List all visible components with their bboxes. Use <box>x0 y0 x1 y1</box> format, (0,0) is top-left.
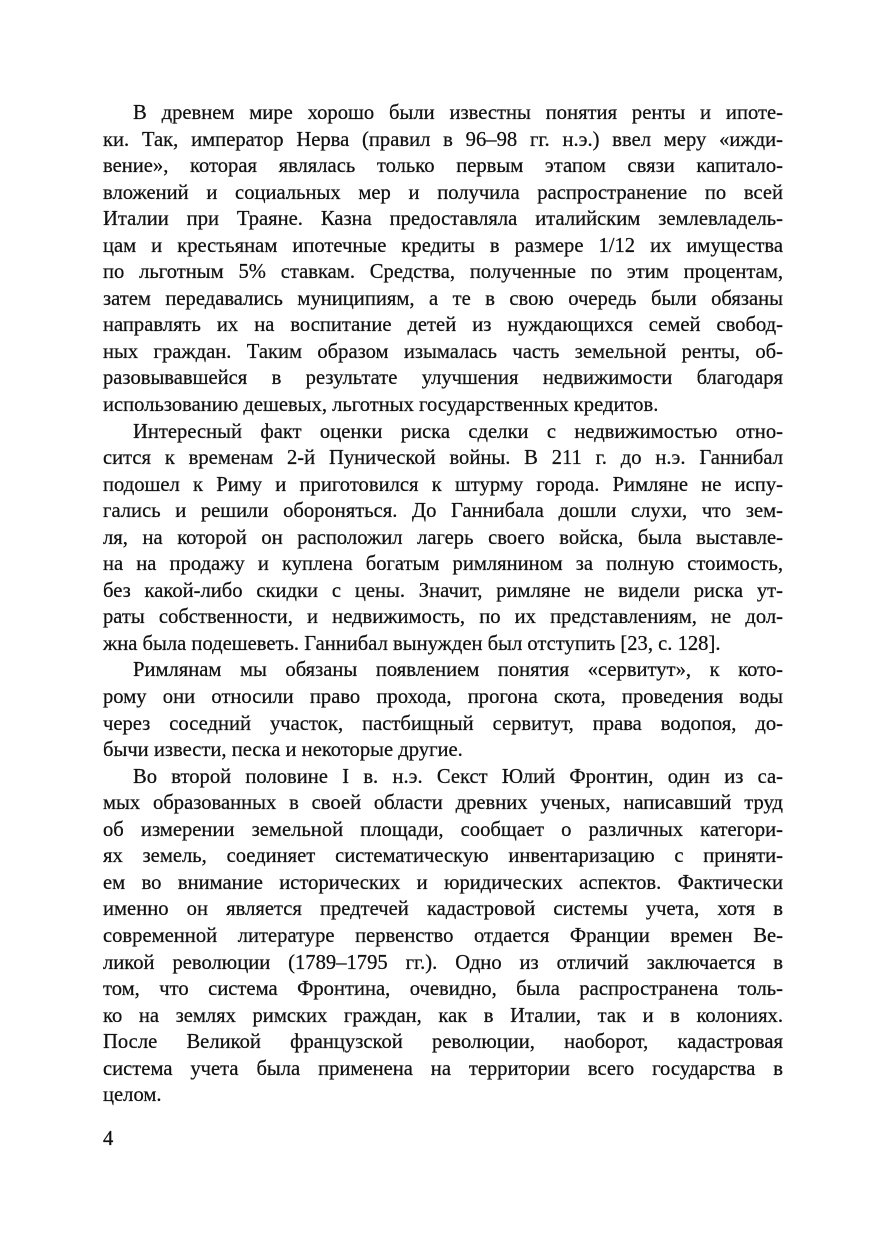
text-line: по льготным 5% ставкам. Средства, полученные по этим процентам, <box>103 261 783 284</box>
text-line: на на продажу и куплена богатым римлянином за полную стоимость, <box>103 553 783 576</box>
text-line: ем во внимание исторических и юридических аспектов. Фактически <box>103 871 783 894</box>
text-line: ки. Так, император Нерва (правил в 96–98 гг. н.э.) ввел меру «ижди- <box>103 128 783 151</box>
text-line: раты собственности, и недвижимость, по их представлениям, не дол- <box>103 606 783 629</box>
text-line: ликой революции (1789–1795 гг.). Одно из отличий заключается в <box>103 951 783 974</box>
text-line: Италии при Траяне. Казна предоставляла италийским землевладель- <box>103 208 783 231</box>
text-line: цам и крестьянам ипотечные кредиты в размере 1/12 их имущества <box>103 234 783 257</box>
text-line: мых образованных в своей области древних ученых, написавший труд <box>103 792 783 815</box>
text-line: через соседний участок, пастбищный сервитут, права водопоя, до- <box>103 712 783 735</box>
text-line: подошел к Риму и приготовился к штурму города. Римляне не испу- <box>103 473 783 496</box>
text-line: Интересный факт оценки риска сделки с недвижимостью отно- <box>133 420 783 443</box>
text-line: бычи извести, песка и некоторые другие. <box>103 739 463 762</box>
text-line: направлять их на воспитание детей из нуждающихся семей свобод- <box>103 314 783 337</box>
text-line: жна была подешеветь. Ганнибал вынужден был отступить [23, с. 128]. <box>103 632 721 655</box>
text-line: вение», которая являлась только первым этапом связи капитало- <box>103 155 783 178</box>
text-line: ко на землях римских граждан, как в Италии, так и в колониях. <box>103 1004 783 1027</box>
text-line: об измерении земельной площади, сообщает о различных категори- <box>103 818 783 841</box>
text-line: разовывавшейся в результате улучшения недвижимости благодаря <box>103 367 783 390</box>
paragraph <box>103 657 783 763</box>
text-line: ля, на которой он расположил лагерь своего войска, была выставле- <box>103 526 783 549</box>
text-line: сится к временам 2-й Пунической войны. В 211 г. до н.э. Ганнибал <box>103 447 783 470</box>
text-line: современной литературе первенство отдается Франции времен Ве- <box>103 924 783 947</box>
text-line: без какой-либо скидки с цены. Значит, римляне не видели риска ут- <box>103 579 783 602</box>
text-line: целом. <box>103 1084 162 1107</box>
text-line: вложений и социальных мер и получила распространение по всей <box>103 181 783 204</box>
text-line: В древнем мире хорошо были известны понятия ренты и ипоте- <box>133 102 783 124</box>
text-line: После Великой французской революции, наоборот, кадастровая <box>103 1031 783 1054</box>
text-line: том, что система Фронтина, очевидно, была распространена толь- <box>103 978 783 1001</box>
text-line: использованию дешевых, льготных государственных кредитов. <box>103 394 659 417</box>
text-line: затем передавались муниципиям, а те в свою очередь были обязаны <box>103 287 783 310</box>
page-number: 4 <box>103 1128 114 1150</box>
page-body <box>103 100 783 1109</box>
text-line: ях земель, соединяет систематическую инвентаризацию с приняти- <box>103 845 783 868</box>
paragraph <box>103 419 783 658</box>
text-line: гались и решили обороняться. До Ганнибала дошли слухи, что зем- <box>103 500 783 523</box>
text-line: Во второй половине I в. н.э. Секст Юлий Фронтин, один из са- <box>133 765 783 788</box>
text-line: рому они относили право прохода, прогона скота, проведения воды <box>103 686 783 709</box>
text-line: именно он является предтечей кадастровой системы учета, хотя в <box>103 898 783 921</box>
paragraph <box>103 100 783 419</box>
paragraph <box>103 764 783 1109</box>
text-line: Римлянам мы обязаны появлением понятия «сервитут», к кото- <box>133 659 783 682</box>
text-line: ных граждан. Таким образом изымалась часть земельной ренты, об- <box>103 340 783 363</box>
text-line: система учета была применена на территории всего государства в <box>103 1057 783 1080</box>
